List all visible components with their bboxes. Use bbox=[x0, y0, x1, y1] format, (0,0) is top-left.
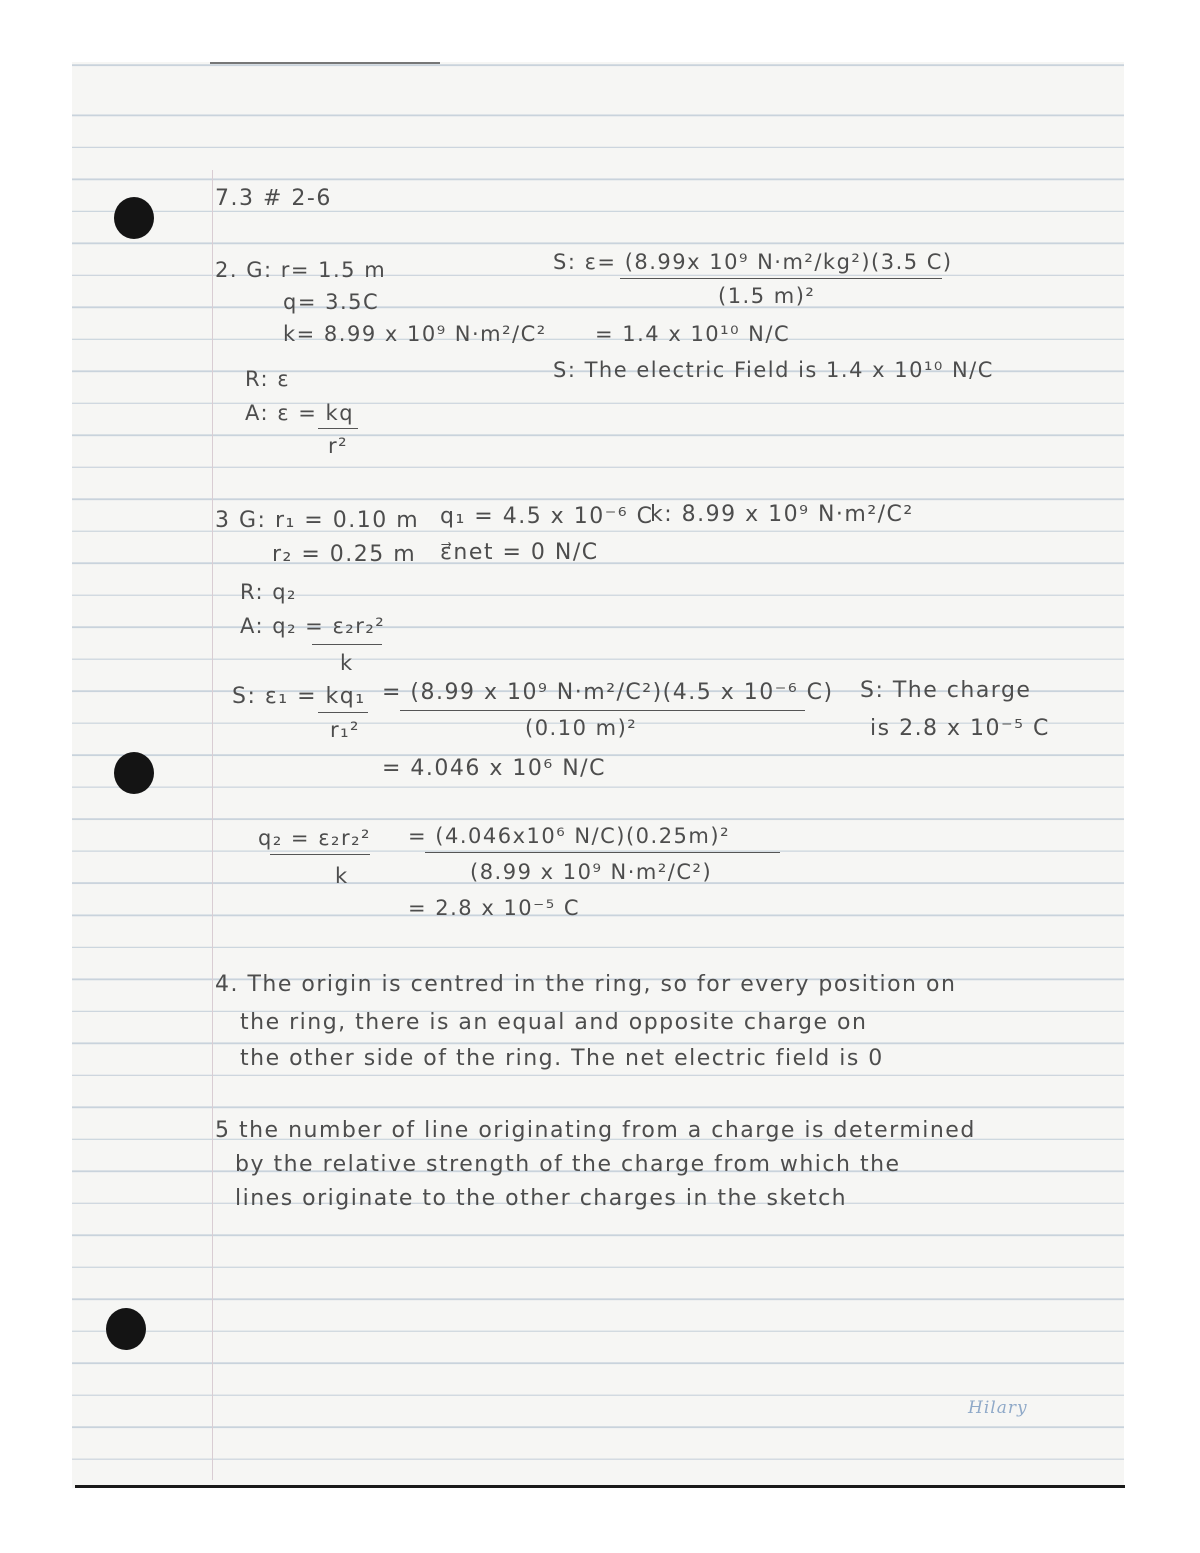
q3-analysis-fraction-bar bbox=[312, 644, 382, 645]
q2-analysis-denominator: r² bbox=[328, 434, 349, 458]
binder-hole-top bbox=[114, 197, 154, 239]
q2-given-k: k= 8.99 x 10⁹ N·m²/C² bbox=[283, 322, 547, 346]
q3-statement-line2: is 2.8 x 10⁻⁵ C bbox=[870, 716, 1050, 741]
q2-given-q: q= 3.5C bbox=[283, 290, 380, 314]
q3-step1-lhs-bar bbox=[318, 712, 368, 713]
q3-step2-lhs-numerator: q₂ = ε₂r₂² bbox=[258, 826, 371, 850]
q2-solution-numerator: S: ε= (8.99x 10⁹ N·m²/kg²)(3.5 C) bbox=[553, 250, 953, 274]
q5-line-1: 5 the number of line originating from a charge is determined bbox=[215, 1118, 976, 1143]
page-title: 7.3 # 2-6 bbox=[215, 186, 332, 211]
q2-solution-result: = 1.4 x 10¹⁰ N/C bbox=[595, 322, 791, 346]
binder-hole-bottom bbox=[106, 1308, 146, 1350]
q3-step1-numerator: = (8.99 x 10⁹ N·m²/C²)(4.5 x 10⁻⁶ C) bbox=[382, 680, 834, 705]
q2-analysis-fraction-bar bbox=[318, 428, 358, 429]
q5-line-2: by the relative strength of the charge from which the bbox=[235, 1152, 901, 1177]
q3-step2-numerator: = (4.046x10⁶ N/C)(0.25m)² bbox=[408, 824, 730, 848]
q3-required: R: q₂ bbox=[240, 580, 297, 604]
q2-given-r: 2. G: r= 1.5 m bbox=[215, 258, 387, 282]
q3-step2-denominator: (8.99 x 10⁹ N·m²/C²) bbox=[470, 860, 713, 884]
binder-hole-middle bbox=[114, 752, 154, 794]
q3-given-q1: q₁ = 4.5 x 10⁻⁶ C bbox=[440, 504, 654, 529]
q3-given-r2: r₂ = 0.25 m bbox=[272, 542, 417, 567]
q3-step2-result: = 2.8 x 10⁻⁵ C bbox=[408, 896, 581, 920]
q3-step1-result: = 4.046 x 10⁶ N/C bbox=[382, 756, 606, 781]
q5-line-3: lines originate to the other charges in the sketch bbox=[235, 1186, 848, 1211]
q3-analysis-numerator: A: q₂ = ε₂r₂² bbox=[240, 614, 386, 638]
q3-step1-denominator: (0.10 m)² bbox=[525, 716, 638, 740]
q2-solution-fraction-bar bbox=[620, 278, 942, 279]
q3-given-r1: 3 G: r₁ = 0.10 m bbox=[215, 508, 420, 533]
q3-step2-lhs-denominator: k bbox=[335, 864, 349, 888]
q2-required: R: ε bbox=[245, 367, 291, 391]
page-top-edge bbox=[210, 62, 440, 64]
q3-statement-line1: S: The charge bbox=[860, 678, 1032, 703]
signature: Hilary bbox=[968, 1398, 1028, 1418]
q4-line-1: 4. The origin is centred in the ring, so for every position on bbox=[215, 972, 957, 997]
page-bottom-edge bbox=[75, 1485, 1125, 1488]
q3-step1-lhs-numerator: S: ε₁ = kq₁ bbox=[232, 684, 366, 709]
q4-line-2: the ring, there is an equal and opposite charge on bbox=[240, 1010, 868, 1035]
margin-line bbox=[212, 170, 213, 1480]
q3-step2-fraction-bar bbox=[425, 852, 780, 853]
q3-step2-lhs-bar bbox=[270, 854, 370, 855]
q2-analysis-numerator: A: ε = kq bbox=[245, 401, 355, 425]
q3-given-enet: ε⃗net = 0 N/C bbox=[440, 540, 599, 565]
q3-step1-fraction-bar bbox=[400, 710, 805, 711]
q2-solution-denominator: (1.5 m)² bbox=[718, 284, 816, 308]
q3-given-k: k: 8.99 x 10⁹ N·m²/C² bbox=[650, 502, 914, 527]
q2-statement: S: The electric Field is 1.4 x 10¹⁰ N/C bbox=[553, 358, 994, 382]
q4-line-3: the other side of the ring. The net electric field is 0 bbox=[240, 1046, 884, 1071]
q3-step1-lhs-denominator: r₁² bbox=[330, 718, 360, 742]
q3-analysis-denominator: k bbox=[340, 651, 354, 675]
